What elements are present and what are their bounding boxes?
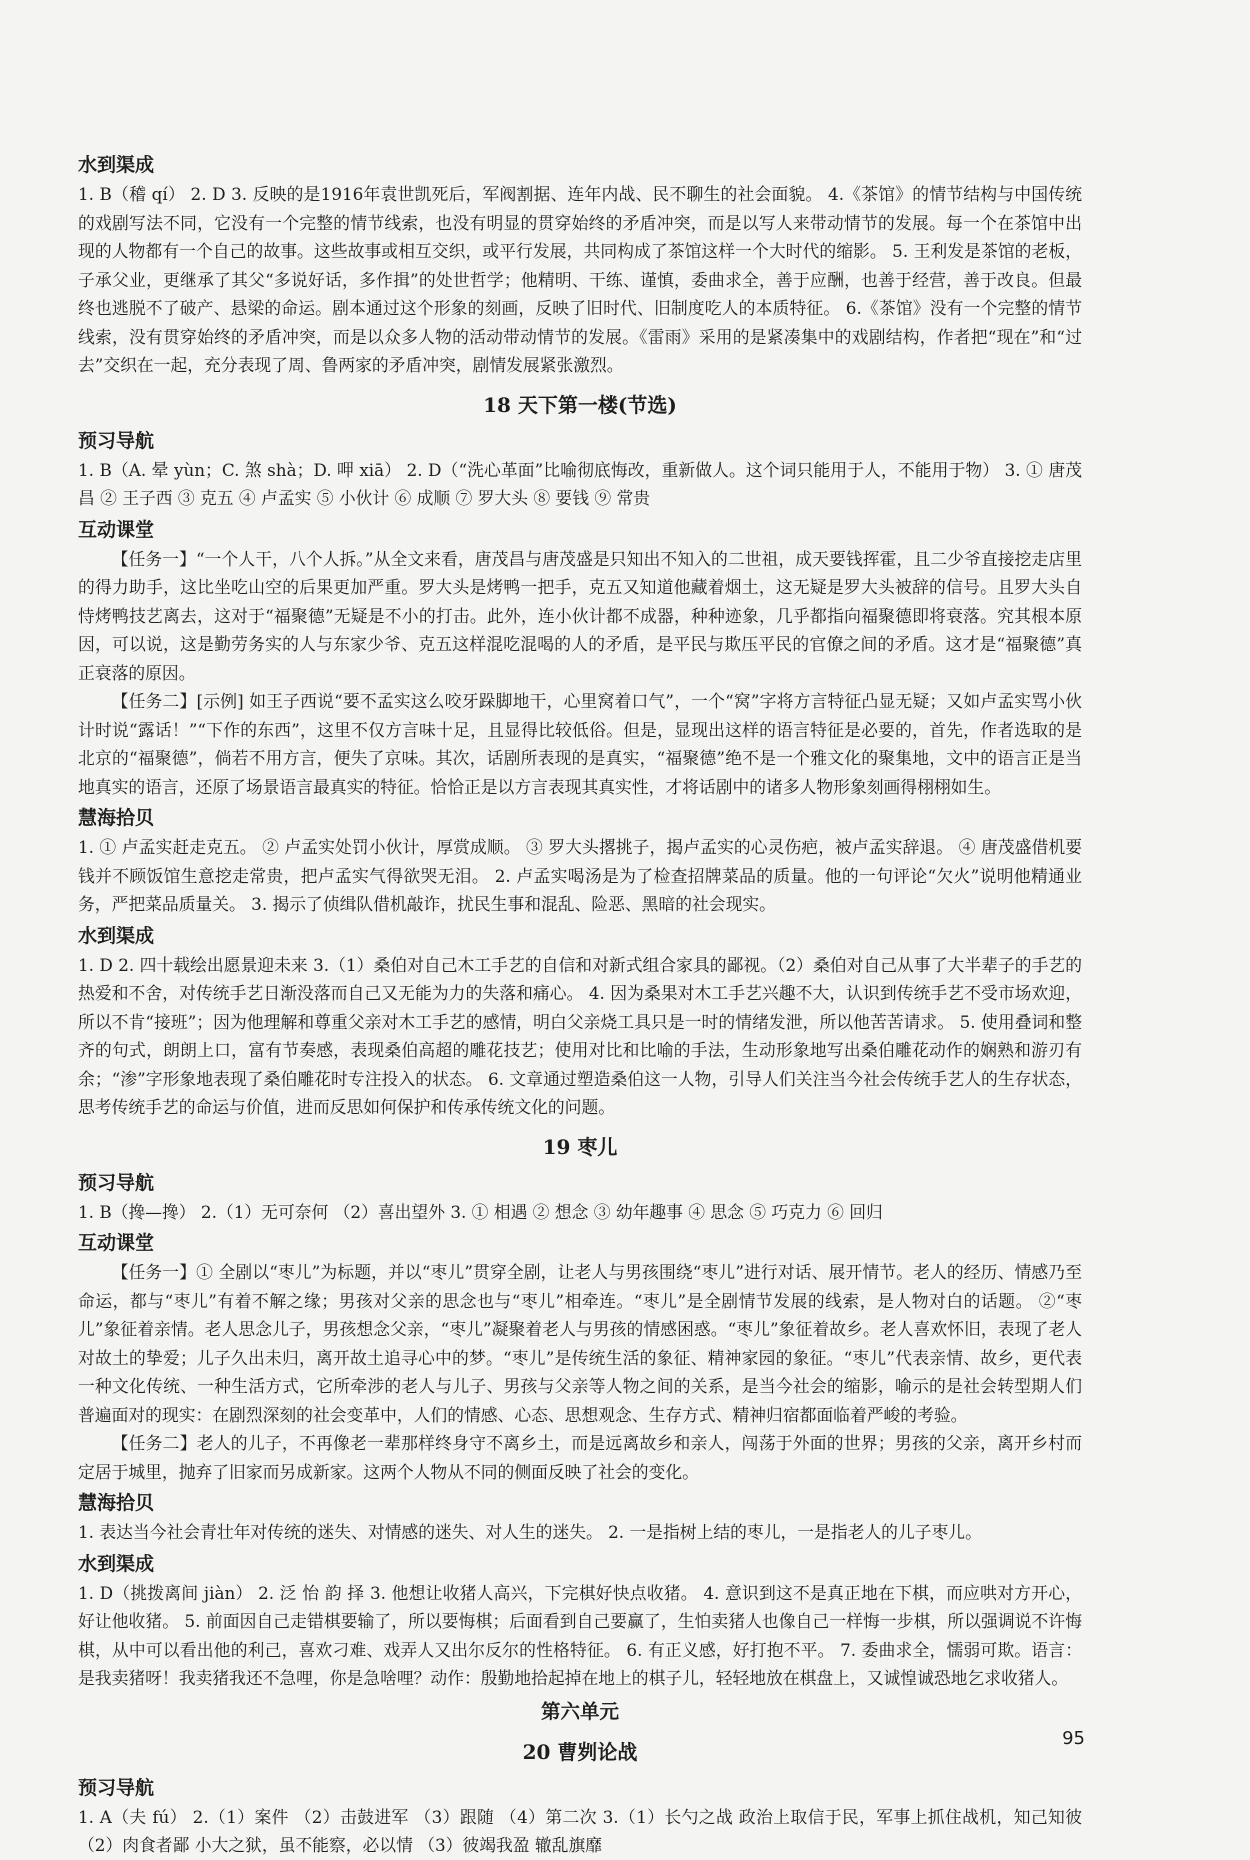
lesson-title: 19 枣儿 [542,1134,618,1159]
answer-paragraph: 【任务二】老人的儿子，不再像老一辈那样终身守不离乡土，而是远离故乡和亲人，闯荡于外面的世界；男孩的父亲，离开乡村而定居于城里，抛弃了旧家而另成新家。这两个人物从不同的侧面反映了社会的变化。 [78,1433,1082,1482]
section-heading: 互动课堂 [78,1232,155,1254]
section-heading: 互动课堂 [78,518,155,541]
answer-paragraph: 1. A（夫 fú） 2.（1）案件 （2）击鼓进军 （3）跟随 （4）第二次 3.（1）长勺之战 政治上取信于民，军事上抓住战机，知己知彼 （2）肉食者鄙 小大之狱，虽不能察，必以情 （3）彼竭我盈 辙乱旗靡 [78,1806,1082,1855]
answer-page-content [78,148,1082,1860]
answer-paragraph: 1. B（A. 晕 yùn；C. 煞 shà；D. 呷 xiā） 2. D（“洗心革面”比喻彻底悔改，重新做人。这个词只能用于人，不能用于物） 3. ① 唐茂昌 ② 王子西 ③ 克五 ④ 卢孟实 ⑤ 小伙计 ⑥ 成顺 ⑦ 罗大头 ⑧ 要钱 ⑨ 常贵 [78,459,1082,508]
lesson-title: 18 天下第一楼(节选) [483,392,677,417]
answer-paragraph: 1. D 2. 四十载绘出愿景迎未来 3.（1）桑伯对自己木工手艺的自信和对新式组合家具的鄙视。（2）桑伯对自己从事了大半辈子的手艺的热爱和不舍，对传统手艺日渐没落而自己又无能为力的失落和痛心。 4. 因为桑果对木工手艺兴趣不大，认识到传统手艺不受市场欢迎，所以不肯“接班”；因为他理解和尊重父亲对木工手艺的感情，明白父亲烧工具只是一时的情绪发泄，所以他苦苦请求。 5. 使用叠词和整齐的句式，朗朗上口，富有节奏感，表现桑伯高超的雕花技艺；使用对比和比喻的手法，生动形象地写出桑伯雕花动作的娴熟和游刃有余；“渗”字形象地表现了桑伯雕花时专注投入的状态。 6. 文章通过塑造桑伯这一人物，引导人们关注当今社会传统手艺人的生存状态，思考传统手艺的命运与价值，进而反思如何保护和传承传统文化的问题。 [78,954,1082,1117]
lesson-title: 20 曹刿论战 [522,1739,638,1764]
answer-paragraph: 【任务二】[示例] 如王子西说“要不孟实这么咬牙跺脚地干，心里窝着口气”，一个“窝”字将方言特征凸显无疑；又如卢孟实骂小伙计时说“露话！”“下作的东西”，这里不仅方言味十足，且显得比较低俗。但是，显现出这样的语言特征是必要的，首先，作者选取的是北京的“福聚德”，倘若不用方言，便失了京味。其次，话剧所表现的是真实，“福聚德”绝不是一个雅文化的聚集地，文中的语言正是当地真实的语言，还原了场景语言最真实的特征。恰恰正是以方言表现其真实性，才将话剧中的诸多人物形象刻画得栩栩如生。 [78,691,1082,797]
section-heading: 慧海拾贝 [78,1492,155,1514]
page-number: 95 [1062,1728,1085,1749]
answer-paragraph: 1. B（稽 qí） 2. D 3. 反映的是1916年袁世凯死后，军阀割据、连年内战、民不聊生的社会面貌。 4.《茶馆》的情节结构与中国传统的戏剧写法不同，它没有一个完整的情节线索，也没有明显的贯穿始终的矛盾冲突，而是以写人来带动情节的发展。每一个在茶馆中出现的人物都有一个自己的故事。这些故事或相互交织，或平行发展，共同构成了茶馆这样一个大时代的缩影。 5. 王利发是茶馆的老板，子承父业，更继承了其父“多说好话，多作揖”的处世哲学；他精明、干练、谨慎，委曲求全，善于应酬，也善于经营，善于改良。但最终也逃脱不了破产、悬梁的命运。剧本通过这个形象的刻画，反映了旧时代、旧制度吃人的本质特征。 6.《茶馆》没有一个完整的情节线索，没有贯穿始终的矛盾冲突，而是以众多人物的活动带动情节的发展。《雷雨》采用的是紧凑集中的戏剧结构，作者把“现在”和“过去”交织在一起，充分表现了周、鲁两家的矛盾冲突，剧情发展紧张激烈。 [78,184,1082,375]
answer-paragraph: 1. B（搀—搀） 2.（1）无可奈何 （2）喜出望外 3. ① 相遇 ② 想念 ③ 幼年趣事 ④ 思念 ⑤ 巧克力 ⑥ 回归 [78,1201,883,1222]
answer-paragraph: 1. D（挑拨离间 jiàn） 2. 泛 怡 韵 择 3. 他想让收猪人高兴，下完棋好快点收猪。 4. 意识到这不是真正地在下棋，而应哄对方开心，好让他收猪。 5. 前面因自己走错棋要输了，所以要悔棋；后面看到自己要赢了，生怕卖猪人也像自己一样悔一步棋，所以强调说不许悔棋，从中可以看出他的利己，喜欢刁难、戏弄人又出尔反尔的性格特征。 6. 有正义感，好打抱不平。 7. 委曲求全，懦弱可欺。语言：是我卖猪呀！我卖猪我还不急哩，你是急啥哩？动作：殷勤地拾起掉在地上的棋子儿，轻轻地放在棋盘上，又诚惶诚恐地乞求收猪人。 [78,1582,1082,1688]
section-heading: 预习导航 [78,429,155,452]
section-heading: 预习导航 [78,1776,155,1799]
section-heading: 慧海拾贝 [78,807,155,829]
unit-title: 第六单元 [540,1699,619,1723]
section-heading: 水到渠成 [78,1552,155,1575]
answer-paragraph: 【任务一】“一个人干，八个人拆。”从全文来看，唐茂昌与唐茂盛是只知出不知入的二世祖，成天要钱挥霍，且二少爷直接挖走店里的得力助手，这比坐吃山空的后果更加严重。罗大头是烤鸭一把手，克五又知道他藏着烟土，这无疑是罗大头被辞的信号。且罗大头自恃烤鸭技艺离去，这对于“福聚德”无疑是不小的打击。此外，连小伙计都不成器，种种迹象，几乎都指向福聚德即将衰落。究其根本原因，可以说，这是勤劳务实的人与东家少爷、克五这样混吃混喝的人的矛盾，是平民与欺压平民的官僚之间的矛盾。这才是“福聚德”真正衰落的原因。 [78,548,1082,683]
answer-paragraph: 1. 表达当今社会青壮年对传统的迷失、对情感的迷失、对人生的迷失。 2. 一是指树上结的枣儿，一是指老人的儿子枣儿。 [78,1522,982,1542]
answer-paragraph: 【任务一】① 全剧以“枣儿”为标题，并以“枣儿”贯穿全剧，让老人与男孩围绕“枣儿”进行对话、展开情节。老人的经历、情感乃至命运，都与“枣儿”有着不解之缘；男孩对父亲的思念也与“枣儿”相牵连。“枣儿”是全剧情节发展的线索，是人物对白的话题。 ②“枣儿”象征着亲情。老人思念儿子，男孩想念父亲，“枣儿”凝聚着老人与男孩的情感困惑。“枣儿”象征着故乡。老人喜欢怀旧，表现了老人对故土的挚爱；儿子久出未归，离开故土追寻心中的梦。“枣儿”是传统生活的象征、精神家园的象征。“枣儿”代表亲情、故乡，更代表一种文化传统、一种生活方式，它所牵涉的老人与儿子、男孩与父亲等人物之间的关系，是当今社会的缩影，喻示的是社会转型期人们普遍面对的现实：在剧烈深刻的社会变革中，人们的情感、心态、思想观念、生存方式、精神归宿都面临着严峻的考验。 [78,1262,1082,1425]
section-heading: 预习导航 [78,1171,155,1194]
section-heading: 水到渠成 [78,924,155,947]
answer-paragraph: 1. ① 卢孟实赶走克五。 ② 卢孟实处罚小伙计，厚赏成顺。 ③ 罗大头撂挑子，揭卢孟实的心灵伤疤，被卢孟实辞退。 ④ 唐茂盛借机要钱并不顾饭馆生意挖走常贵，把卢孟实气得欲哭无泪。 2. 卢孟实喝汤是为了检查招牌菜品的质量。他的一句评论“欠火”说明他精通业务，严把菜品质量关。 3. 揭示了侦缉队借机敲诈，扰民生事和混乱、险恶、黑暗的社会现实。 [78,837,1082,914]
section-heading: 水到渠成 [78,154,155,176]
